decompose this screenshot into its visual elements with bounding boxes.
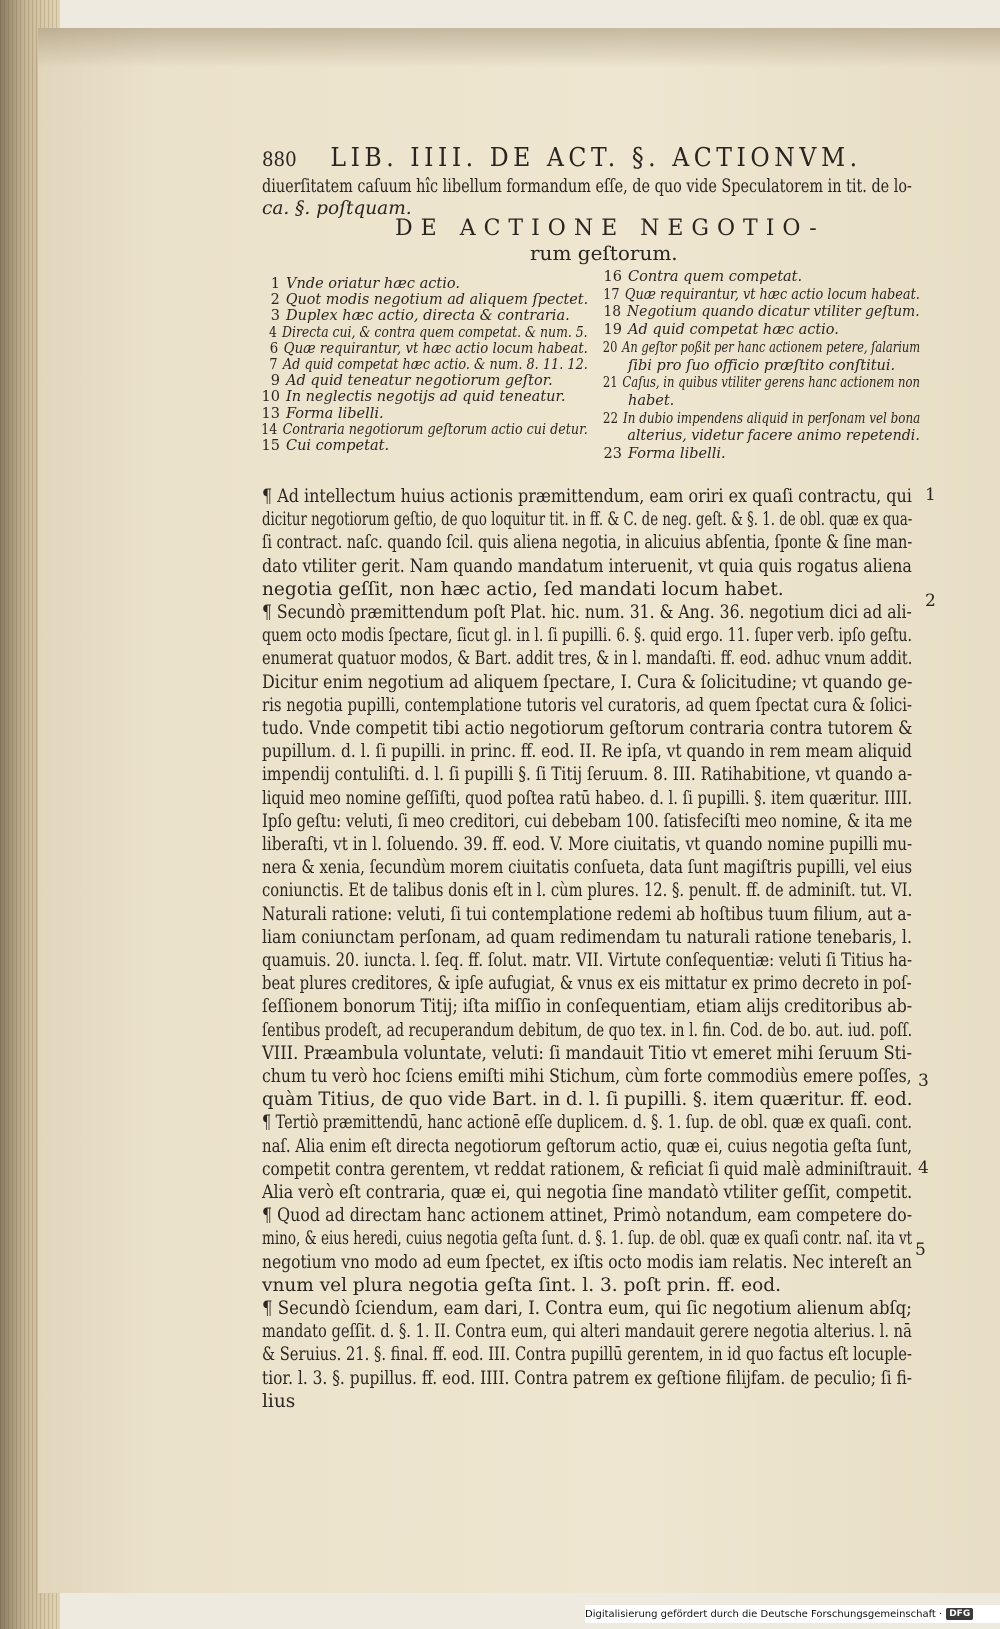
text-line: Alia verò eſt contraria, quæ ei, qui negotia ſine mandatò vtiliter geſſit, competit.	[262, 1182, 913, 1203]
summary-item	[258, 342, 588, 357]
summary-item-text: ſibi pro ſuo officio præſtito conſtitui.	[628, 357, 896, 374]
summary-item-number: 15	[261, 438, 280, 454]
summary-item	[600, 323, 839, 338]
summary-item	[258, 390, 565, 405]
text-line: quàm Titius, de quo vide Bart. in d. l. ſi pupilli. §. item quæritur. ff. eod.	[262, 1089, 913, 1111]
text-line: Naturali ratione: veluti, ſi tui contemplatione redemi ab hoſtibus tuum filium, aut a-	[262, 903, 912, 925]
summary-item-text: alterius, videtur facere animo repetendi.	[627, 428, 920, 445]
summary-item-number: 23	[603, 446, 622, 462]
summary-item-text: Forma libelli.	[286, 405, 384, 422]
summary-item-text: In dubio impendens aliquid in perſonam vel bona	[623, 410, 921, 427]
summary-item-number: 9	[270, 373, 280, 390]
text-line: competit contra gerentem, vt reddat rationem, & reficiat ſi quid malè adminiſtrauit.	[262, 1158, 913, 1180]
summary-item-text: Negotium quando dicatur vtiliter geſtum.	[626, 304, 920, 321]
intro-line-2: ca. §. poſtquam.	[262, 198, 412, 219]
text-line: dicitur negotiorum geſtio, de quo loquitur tit. in ff. & C. de neg. geſt. & §. 1. de obl. quæ ex qua-	[262, 509, 913, 531]
summary-item-number: 13	[261, 405, 280, 422]
summary-item-text: habet.	[628, 392, 675, 409]
text-line: tudo. Vnde competit tibi actio negotiorum geſtorum contraria contra tutorem &	[262, 718, 913, 739]
text-line: lius	[262, 1390, 296, 1412]
dfg-logo: DFG	[946, 1608, 973, 1620]
text-line: liberaſti, vt in l. ſoluendo. 39. ff. eod. V. More ciuitatis, vt quando nomine pupilli mu-	[262, 834, 913, 855]
text-line: ¶ Secundò præmittendum poſt Plat. hic. num. 31. & Ang. 36. negotium dici ad ali-	[262, 602, 912, 623]
summary-item-text: In neglectis negotijs ad quid teneatur.	[286, 389, 566, 406]
summary-item-number: 22	[602, 410, 619, 427]
summary-item-number: 6	[269, 340, 279, 357]
text-line: VIII. Præambula voluntate, veluti: ſi mandauit Titio vt emeret mihi ſeruum Sti-	[262, 1042, 912, 1064]
summary-item	[258, 309, 570, 324]
summary-item	[258, 439, 389, 454]
summary-item	[258, 293, 588, 308]
text-line: quamuis. 20. iuncta. l. ſeq. ff. ſolut. matr. VII. Virtute conſequentiæ: veluti ſi Titius ha-	[262, 950, 912, 971]
summary-item	[258, 358, 588, 373]
summary-item-text: Ad quid competat hæc actio. & num. 8. 11. 12.	[282, 357, 588, 373]
summary-item	[600, 359, 895, 374]
summary-item	[600, 394, 674, 409]
summary-item	[258, 326, 588, 341]
footer-text: Digitalisierung gefördert durch die Deutsche Forschungsgemeinschaft ·	[585, 1608, 943, 1620]
text-line: & Seruius. 21. §. final. ff. eod. III. Contra pupillū gerentem, in id quo factus eſt locuple-	[262, 1344, 912, 1366]
summary-item	[258, 407, 384, 422]
summary-item-text: Cui competat.	[286, 438, 390, 454]
summary-item-text: An geſtor poßit per hanc actionem petere, ſalarium	[622, 339, 921, 356]
summary-item-text: Contraria negotiorum geſtorum actio cui detur.	[282, 421, 588, 438]
summary-item	[600, 341, 920, 356]
margin-number: 4	[918, 1158, 929, 1178]
summary-item	[258, 277, 460, 292]
summary-item-text: Directa cui, & contra quem competat. & num. 5.	[282, 324, 588, 341]
summary-item-text: Quæ requirantur, vt hæc actio locum habeat.	[624, 286, 920, 303]
text-line: Dicitur enim negotium ad aliquem ſpectare, I. Cura & ſolicitudine; vt quando ge-	[262, 671, 913, 693]
running-head	[262, 143, 862, 173]
summary-item-number: 3	[270, 308, 280, 325]
text-line: liquid meo nomine geſſiſti, quod poſtea ratū habeo. d. l. ſi pupilli. §. item quæritur. IIII.	[262, 787, 913, 809]
text-line: impendij contuliſti. d. l. ſi pupilli §. ſi Titij ſeruum. 8. III. Ratihabitione, vt quando a-	[262, 764, 913, 786]
margin-number: 3	[918, 1071, 929, 1091]
text-line: pupillum. d. l. ſi pupilli. in princ. ff. eod. II. Re ipſa, vt quando in rem meam aliquid	[262, 741, 912, 763]
text-line: ſentibus prodeſt, ad recuperandum debitum, de quo tex. in l. fin. Cod. de bo. aut. iud. poſſ.	[262, 1019, 913, 1041]
summary-item	[600, 429, 920, 444]
text-line: vnum vel plura negotia geſta ſint. l. 3. poſt prin. ff. eod.	[262, 1274, 781, 1296]
text-line: chum tu verò hoc ſciens emiſti mihi Stichum, cùm forte commodiùs emere poſſes,	[262, 1066, 912, 1087]
summary-item-number: 20	[602, 339, 618, 356]
text-line: naſ. Alia enim eſt directa negotiorum geſtorum actio, quæ ei, cuius negotia geſta ſunt,	[262, 1135, 912, 1157]
summary-item-number: 19	[603, 322, 622, 339]
summary-item-number: 21	[602, 375, 618, 392]
section-heading: DE ACTIONE NEGOTIO-	[395, 216, 825, 241]
text-line: quem octo modis ſpectare, ſicut gl. in l. ſi pupilli. 6. §. quid ergo. 11. ſuper verb. ipſo geſtu.	[262, 625, 912, 647]
summary-item-text: Vnde oriatur hæc actio.	[286, 276, 460, 292]
summary-item	[600, 447, 726, 462]
section-heading-cont: rum geſtorum.	[530, 241, 678, 265]
page-number: 880	[262, 147, 297, 171]
summary-item	[600, 270, 802, 285]
summary-item-number: 10	[261, 389, 280, 406]
text-line: nera & xenia, ſecundùm morem ciuitatis conſueta, data ſunt magiſtris pupilli, vel eius	[262, 857, 913, 879]
text-line: enumerat quatuor modos, & Bart. addit tres, & in l. mandaſti. ff. eod. adhuc vnum addit.	[262, 648, 913, 670]
summary-item	[600, 412, 920, 427]
margin-number: 5	[915, 1240, 926, 1260]
summary-item-text: Ad quid competat hæc actio.	[628, 322, 839, 339]
summary-item	[600, 288, 920, 303]
summary-item	[600, 305, 920, 320]
summary-item-text: Quot modis negotium ad aliquem ſpectet.	[285, 292, 589, 309]
text-line: ¶ Secundò ſciendum, eam dari, I. Contra eum, qui ſic negotium alienum abſq;	[262, 1298, 912, 1319]
intro-line-1: diuerſitatem caſuum hîc libellum formandum eſſe, de quo vide Speculatorem in tit. de lo-	[262, 176, 912, 197]
summary-item	[600, 376, 920, 391]
text-line: mino, & eius heredi, cuius negotia geſta ſunt. d. §. 1. ſup. de obl. quæ ex quaſi contr. naſ. ita vt	[262, 1228, 913, 1250]
text-line: negotia geſſit, non hæc actio, ſed mandati locum habet.	[262, 578, 784, 600]
text-line: ſi contract. naſc. quando ſcil. quis aliena negotia, in alicuius abſentia, ſponte & ſine man-	[262, 532, 913, 554]
summary-item-number: 14	[261, 421, 278, 438]
running-title: LIB. IIII. DE ACT. §. ACTIONVM.	[330, 143, 862, 173]
summary-item-text: Caſus, in quibus vtiliter gerens hanc actionem non	[622, 375, 920, 392]
margin-number: 1	[925, 485, 936, 505]
margin-number: 2	[925, 591, 936, 611]
summary-item-number: 4	[268, 324, 277, 341]
text-line: ſeſſionem bonorum Titij; iſta miſſio in conſequentiam, etiam alijs creditoribus ab-	[262, 996, 913, 1018]
text-line: coniunctis. Et de talibus donis eſt in l. cùm plures. 12. §. penult. ff. de adminiſt. tut. VI.	[262, 880, 913, 902]
text-line: liam coniunctam perſonam, ad quam redimendam tu naturali ratione tenebaris, l.	[262, 926, 912, 948]
text-line: ¶ Ad intellectum huius actionis præmittendum, eam oriri ex quaſi contractu, qui	[262, 486, 912, 507]
summary-item-number: 18	[603, 304, 622, 321]
text-line: tior. l. 3. §. pupillus. ff. eod. IIII. Contra patrem ex geſtione filijfam. de peculio; ſi fi-	[262, 1367, 912, 1389]
text-line: ¶ Quod ad directam hanc actionem attinet, Primò notandum, eam competere do-	[262, 1205, 913, 1227]
summary-item-text: Quæ requirantur, vt hæc actio locum habeat.	[283, 340, 588, 357]
summary-item-number: 16	[603, 269, 622, 285]
text-line: dato vtiliter gerit. Nam quando mandatum interuenit, vt quia quis rogatus aliena	[262, 555, 912, 577]
text-line: Ipſo geſtu: veluti, ſi meo creditori, cui debebam 100. ſatisfeciſti meo nomine, & ita me	[262, 810, 913, 832]
text-line: beat plures creditores, & ipſe aufugiat, & vnus ex eis mittatur ex primo decreto in poſ-	[262, 973, 912, 995]
digitization-footer	[585, 1605, 1000, 1623]
summary-item-number: 7	[269, 357, 278, 373]
text-line: mandato geſſit. d. §. 1. II. Contra eum, qui alteri mandauit gerere negotia alterius. l. nā	[262, 1321, 912, 1343]
text-line: ¶ Tertiò præmittendū, hanc actionē eſſe duplicem. d. §. 1. ſup. de obl. quæ ex quaſi. cont.	[262, 1112, 912, 1134]
summary-item-text: Duplex hæc actio, directa & contraria.	[286, 308, 570, 325]
summary-item-number: 1	[270, 276, 280, 292]
summary-item-text: Ad quid teneatur negotiorum geſtor.	[286, 373, 553, 390]
text-line: ris negotia pupilli, contemplatione tutoris vel curatoris, ad quem ſpectat cura & ſolici-	[262, 694, 913, 716]
summary-item-text: Forma libelli.	[628, 446, 726, 462]
summary-item-number: 2	[270, 292, 280, 309]
summary-item-number: 17	[603, 286, 620, 303]
summary-item	[258, 423, 588, 438]
summary-item-text: Contra quem competat.	[628, 269, 803, 285]
summary-item	[258, 374, 553, 389]
text-line: negotium vno modo ad eum ſpectet, ex iſtis octo modis iam relatis. Nec intereſt an	[262, 1251, 912, 1273]
